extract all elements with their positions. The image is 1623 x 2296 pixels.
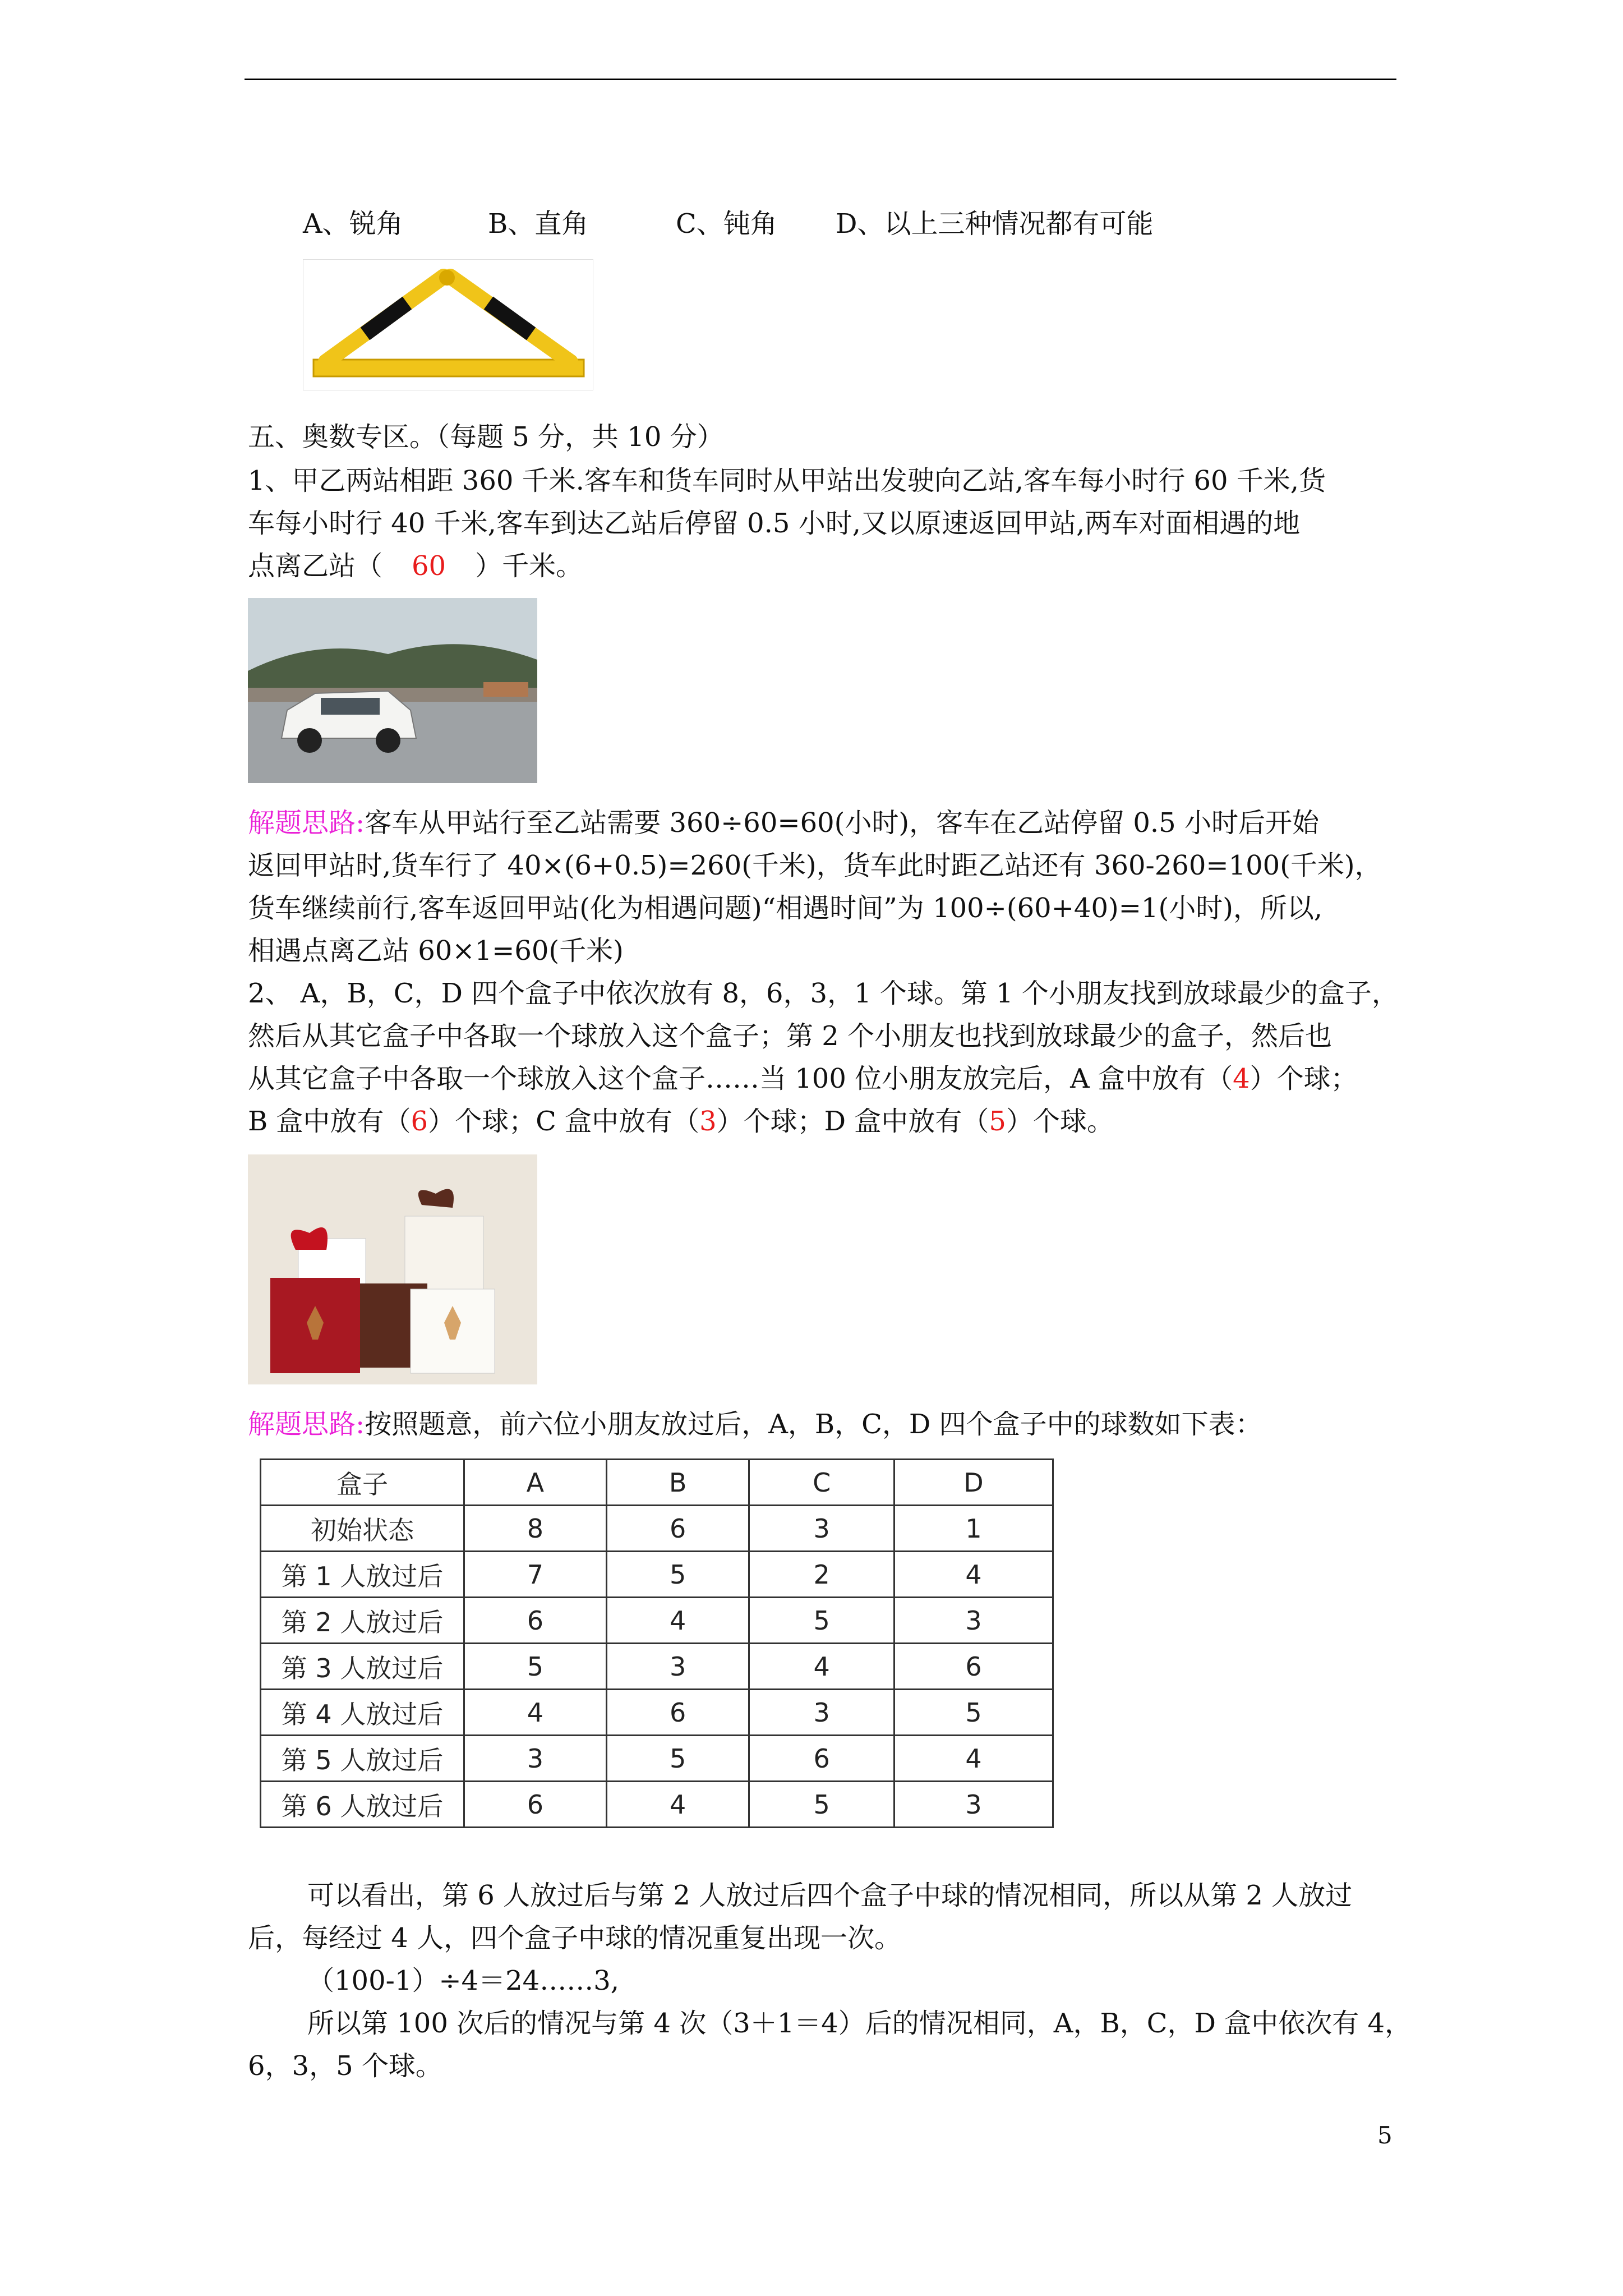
q1-line1: 1、甲乙两站相距 360 千米.客车和货车同时从甲站出发驶向乙站,客车每小时行 60 千米,货 <box>248 465 1326 496</box>
table-cell: 1 <box>895 1506 1053 1552</box>
table-cell: 5 <box>606 1552 749 1598</box>
q2-answer-b: 6 <box>411 1106 428 1137</box>
sol1-line4: 相遇点离乙站 60×1=60(千米) <box>248 935 624 967</box>
table-cell: 第 1 人放过后 <box>261 1552 464 1598</box>
q2-line3 <box>248 1057 1358 1101</box>
table-cell: 第 6 人放过后 <box>261 1782 464 1828</box>
table-row <box>261 1736 1053 1782</box>
table-cell: 3 <box>749 1506 895 1552</box>
table-cell: 3 <box>464 1736 607 1782</box>
table-header-row <box>261 1460 1053 1506</box>
table-cell: 3 <box>895 1598 1053 1644</box>
q1-line2: 车每小时行 40 千米,客车到达乙站后停留 0.5 小时,又以原速返回甲站,两车对面相遇的地 <box>248 508 1301 539</box>
table-cell: 4 <box>749 1644 895 1690</box>
option-c: C、钝角 <box>676 208 777 240</box>
option-b: B、直角 <box>488 208 589 240</box>
page-number: 5 <box>1377 2122 1393 2149</box>
sol1-line1 <box>248 801 1319 845</box>
q2-line3-post: ）个球； <box>1249 1063 1358 1094</box>
table-cell: 3 <box>895 1782 1053 1828</box>
table-header-cell: 盒子 <box>261 1460 464 1506</box>
q2-answer-a: 4 <box>1233 1063 1250 1094</box>
sol2-label: 解题思路: <box>248 1409 365 1440</box>
table-cell: 5 <box>895 1690 1053 1736</box>
q2-line1: 2、 A，B，C，D 四个盒子中依次放有 8，6，3，1 个球。第 1 个小朋友找到放球最少的盒子， <box>248 978 1399 1009</box>
sol2-p3-line1: 所以第 100 次后的情况与第 4 次（3＋1＝4）后的情况相同，A，B，C，D 盒中依次有 4， <box>307 2008 1412 2039</box>
table-row <box>261 1598 1053 1644</box>
table-cell: 5 <box>749 1598 895 1644</box>
gift-boxes-photo <box>248 1154 537 1384</box>
table-cell: 6 <box>464 1782 607 1828</box>
sol1-label: 解题思路: <box>248 807 365 839</box>
q2-line2: 然后从其它盒子中各取一个球放入这个盒子；第 2 个小朋友也找到放球最少的盒子，然后也 <box>248 1020 1332 1052</box>
q2-line4-part1: B 盒中放有（ <box>248 1106 411 1137</box>
option-a: A、锐角 <box>303 208 403 240</box>
table-row <box>261 1506 1053 1552</box>
table-cell: 6 <box>606 1506 749 1552</box>
q1-line3-post: ）千米。 <box>475 550 583 582</box>
table-cell: 第 5 人放过后 <box>261 1736 464 1782</box>
table-row <box>261 1552 1053 1598</box>
q2-line4-part2: ）个球；C 盒中放有（ <box>428 1106 700 1137</box>
table-cell: 7 <box>464 1552 607 1598</box>
q1-line3-pre: 点离乙站（ <box>248 550 383 582</box>
table-header-cell: D <box>895 1460 1053 1506</box>
table-cell: 8 <box>464 1506 607 1552</box>
table-cell: 3 <box>749 1690 895 1736</box>
q2-line4 <box>248 1099 1114 1143</box>
table-row <box>261 1782 1053 1828</box>
q2-line3-pre: 从其它盒子中各取一个球放入这个盒子……当 100 位小朋友放完后，A 盒中放有（ <box>248 1063 1233 1094</box>
sol2-p3-line2: 6，3，5 个球。 <box>248 2050 442 2082</box>
section-heading: 五、奥数专区。（每题 5 分，共 10 分） <box>248 421 724 453</box>
table-cell: 4 <box>606 1782 749 1828</box>
option-d: D、以上三种情况都有可能 <box>836 208 1154 240</box>
table-cell: 5 <box>606 1736 749 1782</box>
table-row <box>261 1690 1053 1736</box>
table-cell: 5 <box>464 1644 607 1690</box>
sol2-intro: 按照题意，前六位小朋友放过后，A，B，C，D 四个盒子中的球数如下表： <box>365 1409 1262 1440</box>
table-header-cell: B <box>606 1460 749 1506</box>
table-header-cell: A <box>464 1460 607 1506</box>
sol1-text1: 客车从甲站行至乙站需要 360÷60=60(小时)，客车在乙站停留 0.5 小时后开始 <box>365 807 1319 839</box>
table-cell: 6 <box>464 1598 607 1644</box>
triangle-ruler-image <box>303 259 593 390</box>
car-photo <box>248 598 537 783</box>
table-cell: 2 <box>749 1552 895 1598</box>
table-cell: 3 <box>606 1644 749 1690</box>
table-cell: 4 <box>895 1552 1053 1598</box>
sol2-p2: （100-1）÷4＝24……3, <box>307 1965 620 1996</box>
table-cell: 6 <box>606 1690 749 1736</box>
table-cell: 初始状态 <box>261 1506 464 1552</box>
q2-line4-part4: ）个球。 <box>1006 1106 1114 1137</box>
table-cell: 5 <box>749 1782 895 1828</box>
table-cell: 6 <box>895 1644 1053 1690</box>
table-cell: 4 <box>606 1598 749 1644</box>
q2-line4-part3: ）个球；D 盒中放有（ <box>716 1106 989 1137</box>
q1-line3 <box>248 544 583 588</box>
sol1-line2: 返回甲站时,货车行了 40×(6+0.5)=260(千米)，货车此时距乙站还有 360-260=100(千米)， <box>248 850 1382 881</box>
ball-count-table <box>260 1458 1054 1828</box>
table-cell: 第 4 人放过后 <box>261 1690 464 1736</box>
sol2-p1-line1: 可以看出，第 6 人放过后与第 2 人放过后四个盒子中球的情况相同，所以从第 2 人放过 <box>307 1880 1353 1911</box>
sol2-intro-line <box>248 1402 1262 1446</box>
table-cell: 4 <box>464 1690 607 1736</box>
table-row <box>261 1644 1053 1690</box>
table-cell: 4 <box>895 1736 1053 1782</box>
q2-answer-d: 5 <box>989 1106 1006 1137</box>
header-rule <box>245 79 1396 80</box>
sol1-line3: 货车继续前行,客车返回甲站(化为相遇问题)“相遇时间”为 100÷(60+40)=1(小时)，所以, <box>248 892 1323 924</box>
q1-answer: 60 <box>412 550 446 582</box>
q2-answer-c: 3 <box>699 1106 717 1137</box>
sol2-p1-line2: 后，每经过 4 人，四个盒子中球的情况重复出现一次。 <box>248 1922 902 1954</box>
table-cell: 第 2 人放过后 <box>261 1598 464 1644</box>
table-header-cell: C <box>749 1460 895 1506</box>
table-cell: 6 <box>749 1736 895 1782</box>
table-cell: 第 3 人放过后 <box>261 1644 464 1690</box>
